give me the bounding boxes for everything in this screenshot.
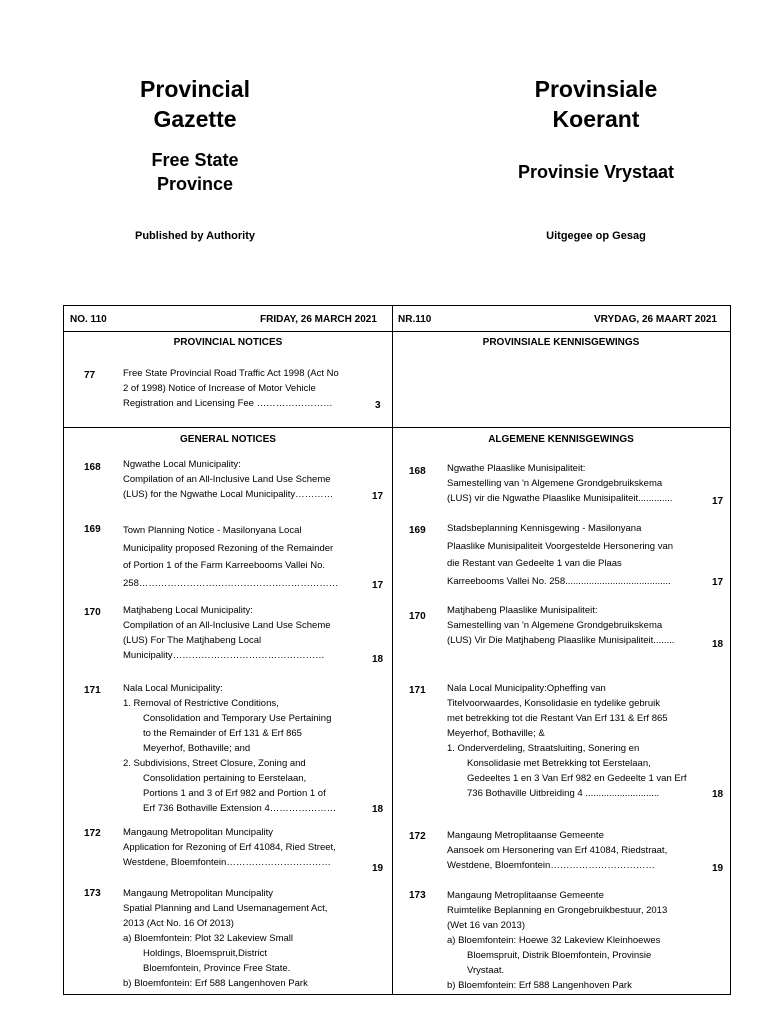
header-rule — [64, 331, 730, 332]
notice-line: Portions 1 and 3 of Erf 982 and Portion 1 of — [143, 788, 326, 799]
province-en-line2: Province — [156, 174, 234, 194]
notice-line: die Restant van Gedeelte 1 van die Plaas — [447, 558, 622, 569]
notice-text — [123, 366, 361, 411]
province-af: Provinsie Vrystaat — [517, 162, 675, 182]
issue-number-af: NR.110 — [398, 314, 432, 325]
notice-text — [447, 461, 703, 506]
notice-number: 170 — [409, 611, 426, 622]
notice-text — [447, 520, 703, 590]
notice-line: Karreebooms Vallei No. 258........................................ — [447, 575, 671, 587]
notice-text — [123, 825, 361, 870]
notice-text — [123, 457, 361, 502]
notice-line: (LUS) For The Matjhabeng Local — [123, 635, 262, 646]
notice-line: Spatial Planning and Land Usemanagement Act, — [123, 903, 328, 914]
notice-number: 170 — [84, 607, 101, 618]
notice-text — [447, 888, 703, 993]
notice-line: 1. Removal of Restrictive Conditions, — [123, 698, 279, 709]
notice-text — [123, 886, 361, 991]
notice-line: Gedeeltes 1 en 3 Van Erf 982 en Gedeelte 1 van Erf — [467, 773, 687, 784]
notice-line: of Portion 1 of the Farm Karreebooms Vallei No. — [123, 560, 326, 571]
notice-line: Mangaung Metroplitaanse Gemeente — [447, 830, 604, 841]
notice-line: Municipality………………………………………… — [123, 650, 325, 661]
page-number: 19 — [712, 863, 724, 874]
page-number: 17 — [372, 580, 384, 591]
notice-number: 169 — [84, 524, 101, 535]
issue-number-en: NO. 110 — [70, 314, 107, 325]
notice-number: 172 — [84, 828, 101, 839]
notice-line: Registration and Licensing Fee …………………… — [123, 398, 333, 409]
page-number: 17 — [712, 577, 724, 588]
notice-line: Matjhabeng Plaaslike Munisipaliteit: — [447, 605, 598, 616]
title-en-line1: Provincial — [140, 76, 250, 102]
notice-line: Westdene, Bloemfontein…………………………… — [447, 860, 655, 871]
notice-line: 2. Subdivisions, Street Closure, Zoning and — [123, 758, 306, 769]
notice-line: Nala Local Municipality: — [123, 683, 223, 694]
page-number: 18 — [372, 654, 384, 665]
notice-line: Plaaslike Munisipaliteit Voorgestelde Hersonering van — [447, 540, 674, 552]
notice-line: met betrekking tot die Restant Van Erf 131 & Erf 865 — [447, 713, 668, 724]
notice-line: Matjhabeng Local Municipality: — [123, 605, 253, 616]
notice-number: 77 — [84, 370, 96, 381]
notice-text — [123, 681, 361, 816]
title-af-line1: Provinsiale — [534, 76, 658, 102]
contents-table — [63, 305, 731, 995]
notice-line: Ngwathe Local Municipality: — [123, 459, 241, 470]
notice-line: Ngwathe Plaaslike Munisipaliteit: — [447, 463, 586, 474]
notice-line: Samestelling van 'n Algemene Grondgebruikskema — [447, 620, 663, 631]
column-divider — [392, 306, 393, 994]
notice-line: Stadsbeplanning Kennisgewing - Masilonyana — [447, 523, 642, 534]
notice-number: 168 — [84, 462, 101, 473]
notice-text — [447, 603, 703, 648]
section-rule — [64, 427, 730, 428]
notice-line: Bloemspruit, Distrik Bloemfontein, Provinsie — [467, 950, 652, 961]
notice-line: (LUS) vir die Ngwathe Plaaslike Munisipaliteit............. — [447, 493, 673, 504]
section-provincial-notices: PROVINCIAL NOTICES — [173, 337, 283, 348]
notice-text — [447, 681, 703, 801]
page-number: 18 — [712, 789, 724, 800]
page-number: 17 — [712, 496, 724, 507]
page-number: 18 — [712, 639, 724, 650]
notice-line: Holdings, Bloemspruit,District — [143, 948, 268, 959]
notice-line: Ruimtelike Beplanning en Grongebruikbestuur, 2013 — [447, 905, 668, 916]
notice-line: Town Planning Notice - Masilonyana Local — [123, 525, 302, 536]
notice-line: 1. Onderverdeling, Straatsluiting, Sonering en — [447, 743, 640, 754]
notice-line: 2013 (Act No. 16 Of 2013) — [123, 918, 234, 929]
notice-line: Nala Local Municipality:Opheffing van — [447, 683, 606, 694]
issue-date-af: VRYDAG, 26 MAART 2021 — [594, 314, 717, 325]
notice-line: Erf 736 Bothaville Extension 4………………… — [143, 803, 337, 814]
notice-line: 736 Bothaville Uitbreiding 4 ............................ — [467, 788, 660, 799]
notice-line: Vrystaat. — [467, 965, 505, 976]
notice-line: Titelvoorwaardes, Konsolidasie en tydelike gebruik — [447, 698, 660, 709]
notice-line: to the Remainder of Erf 131 & Erf 865 — [143, 728, 302, 739]
issue-date-en: FRIDAY, 26 MARCH 2021 — [260, 314, 377, 325]
notice-line: 2 of 1998) Notice of Increase of Motor Vehicle — [123, 383, 316, 394]
notice-line: (LUS) for the Ngwathe Local Municipality………… — [123, 489, 334, 500]
page-number: 17 — [372, 491, 384, 502]
page-number: 18 — [372, 804, 384, 815]
page-number: 3 — [375, 400, 381, 411]
notice-line: Consolidation and Temporary Use Pertaining — [143, 713, 332, 724]
notice-text — [123, 522, 361, 592]
notice-line: a) Bloemfontein: Plot 32 Lakeview Small — [123, 933, 294, 944]
notice-line: (Wet 16 van 2013) — [447, 920, 525, 931]
notice-line: Compilation of an All-Inclusive Land Use Scheme — [123, 474, 331, 485]
notice-line: Aansoek om Hersonering van Erf 41084, Riedstraat, — [447, 845, 668, 856]
notice-line: Municipality proposed Rezoning of the Remainder — [123, 542, 334, 554]
uitgegee-op-gesag: Uitgegee op Gesag — [546, 230, 646, 242]
notice-number: 171 — [409, 685, 426, 696]
notice-text — [123, 603, 361, 663]
notice-line: 258……………………………………………………… — [123, 577, 339, 589]
notice-number: 169 — [409, 525, 426, 536]
notice-text — [447, 828, 703, 873]
notice-line: Compilation of an All-Inclusive Land Use Scheme — [123, 620, 331, 631]
province-en-line1: Free State — [151, 150, 239, 170]
notice-number: 172 — [409, 831, 426, 842]
notice-number: 173 — [409, 890, 426, 901]
notice-line: Mangaung Metropolitan Muncipality — [123, 827, 273, 838]
notice-line: Consolidation pertaining to Eerstelaan, — [143, 773, 307, 784]
section-algemene-kennisgewings: ALGEMENE KENNISGEWINGS — [488, 434, 634, 445]
notice-line: b) Bloemfontein: Erf 588 Langenhoven Park — [447, 980, 632, 991]
notice-line: Mangaung Metroplitaanse Gemeente — [447, 890, 604, 901]
notice-line: Application for Rezoning of Erf 41084, Ried Street, — [123, 842, 336, 853]
notice-line: b) Bloemfontein: Erf 588 Langenhoven Park — [123, 978, 308, 989]
notice-line: Bloemfontein, Province Free State. — [143, 963, 291, 974]
notice-number: 171 — [84, 685, 101, 696]
notice-line: Free State Provincial Road Traffic Act 1998 (Act No — [123, 368, 339, 379]
notice-line: (LUS) Vir Die Matjhabeng Plaaslike Munisipaliteit........ — [447, 635, 675, 646]
notice-line: Meyerhof, Bothaville; & — [447, 728, 545, 739]
notice-line: Meyerhof, Bothaville; and — [143, 743, 251, 754]
notice-line: a) Bloemfontein: Hoewe 32 Lakeview Kleinhoewes — [447, 935, 661, 946]
notice-line: Samestelling van 'n Algemene Grondgebruikskema — [447, 478, 663, 489]
notice-line: Westdene, Bloemfontein…………………………… — [123, 857, 331, 868]
notice-number: 168 — [409, 466, 426, 477]
notice-line: Konsolidasie met Betrekking tot Eerstelaan, — [467, 758, 651, 769]
page-number: 19 — [372, 863, 384, 874]
title-af-line2: Koerant — [552, 106, 640, 132]
published-by-authority: Published by Authority — [135, 230, 255, 242]
section-provinsiale-kennisgewings: PROVINSIALE KENNISGEWINGS — [482, 337, 640, 348]
title-en-line2: Gazette — [153, 106, 237, 132]
notice-number: 173 — [84, 888, 101, 899]
notice-line: Mangaung Metropolitan Muncipality — [123, 888, 273, 899]
section-general-notices: GENERAL NOTICES — [180, 434, 276, 445]
